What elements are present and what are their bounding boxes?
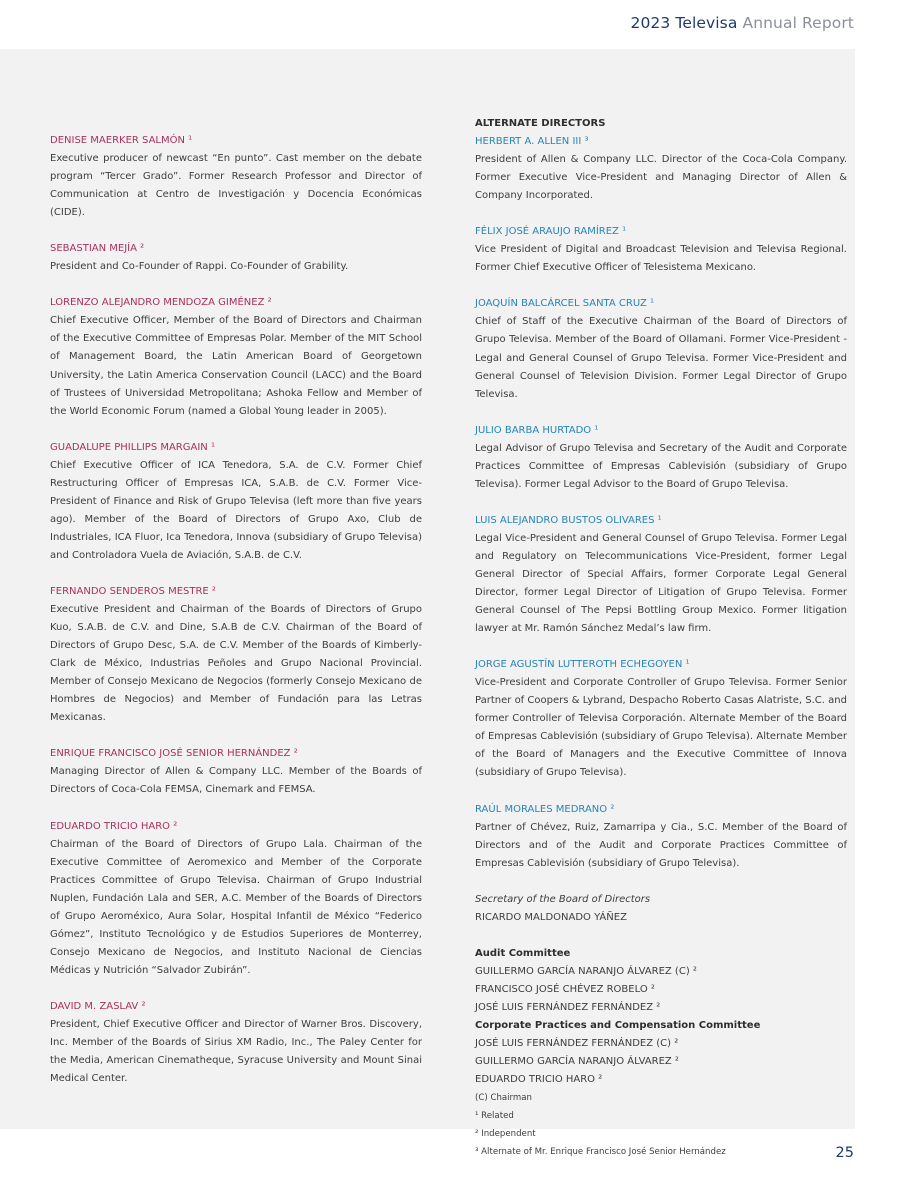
director-entry xyxy=(50,240,422,276)
director-name: FERNANDO SENDEROS MESTRE ² xyxy=(50,585,216,597)
alternate-name: JOAQUÍN BALCÁRCEL SANTA CRUZ ¹ xyxy=(475,298,655,310)
alternate-bio: Chief of Staff of the Executive Chairman of the Board of Directors of Grupo Televisa. Member of the Board of Ollamani. Former Vice-President - Legal and General Counsel of Grupo Televisa. Former Vice-President and General Counsel of Television Division. Former Legal Director of Grupo Televisa. xyxy=(475,316,847,400)
footnote: ² Independent xyxy=(475,1129,536,1140)
header-title: Annual Report xyxy=(742,14,854,32)
audit-committee-block xyxy=(475,945,847,1017)
alternate-entry xyxy=(475,656,847,782)
left-column xyxy=(50,132,422,1106)
secretary-name: RICARDO MALDONADO YÁÑEZ xyxy=(475,911,627,923)
header-year: 2023 xyxy=(630,14,671,32)
director-name: DAVID M. ZASLAV ² xyxy=(50,1000,146,1012)
footnote: ¹ Related xyxy=(475,1111,514,1122)
director-entry xyxy=(50,583,422,727)
director-entry xyxy=(50,745,422,799)
report-header xyxy=(631,14,855,32)
alternate-name: HERBERT A. ALLEN III ³ xyxy=(475,136,589,148)
director-name: LORENZO ALEJANDRO MENDOZA GIMÉNEZ ² xyxy=(50,297,272,309)
director-entry xyxy=(50,818,422,980)
alternate-bio: Legal Vice-President and General Counsel of Grupo Televisa. Former Legal and Regulatory on Telecommunications Vice-President, former Legal General Director of Special Affairs, former Corporate Legal General Director, former Legal Director of Litigation of Grupo Televisa. Former General Counsel of The Pepsi Bottling Group Mexico. Former litigation lawyer at Mr. Ramón Sánchez Medal’s law firm. xyxy=(475,532,847,635)
director-entry xyxy=(50,294,422,420)
page-number: 25 xyxy=(835,1145,854,1161)
director-bio: Chairman of the Board of Directors of Grupo Lala. Chairman of the Executive Committee of Aeromexico and Member of the Corporate Practices Committee of Grupo Televisa. Chairman of Grupo Industrial Nuplen, Fundación Lala and SER, A.C. Member of the Boards of Directors of Grupo Aeroméxico, Aura Solar, Hospital Infantil de México “Federico Gómez”, Instituto Tecnológico y de Estudios Superiores de Monterrey, Consejo Mexicano de Negocios, and Instituto Nacional de Ciencias Médicas y Nutrición “Salvador Zubirán”. xyxy=(50,838,422,976)
alternate-bio: Vice-President and Corporate Controller of Grupo Televisa. Former Senior Partner of Coopers & Lybrand, Despacho Roberto Casas Alatriste, S.C. and former Controller of Televisa Corporación. Alternate Member of the Board of Empresas Cablevisión (subsidiary of Grupo Televisa). Alternate Member of the Board of Managers and the Executive Committee of Innova (subsidiary of Grupo Televisa). xyxy=(475,677,847,779)
director-name: GUADALUPE PHILLIPS MARGAIN ¹ xyxy=(50,441,215,453)
director-bio: Executive President and Chairman of the Boards of Directors of Grupo Kuo, S.A.B. de C.V. and Dine, S.A.B de C.V. Chairman of the Board of Directors of Grupo Desc, S.A. de C.V. Member of the Boards of Kimberly-Clark de México, Industrias Peñoles and Grupo Nacional Provincial. Member of Consejo Mexicano de Negocios (formerly Consejo Mexicano de Hombres de Negocios) and Member of Fundación para las Letras Mexicanas. xyxy=(50,604,422,724)
alternate-bio: Legal Advisor of Grupo Televisa and Secretary of the Audit and Corporate Practices Committee of Empresas Cablevisión (subsidiary of Grupo Televisa). Former Legal Advisor to the Board of Grupo Televisa. xyxy=(475,442,847,490)
committee-member: JOSÉ LUIS FERNÁNDEZ FERNÁNDEZ ² xyxy=(475,1001,661,1013)
director-bio: Executive producer of newcast “En punto”. Cast member on the debate program “Tercer Grado”. Former Research Professor and Director of Communication at Centro de Investigación y Docencia Económicas (CIDE). xyxy=(50,153,422,219)
secretary-block xyxy=(475,891,847,927)
committee-member: FRANCISCO JOSÉ CHÉVEZ ROBELO ² xyxy=(475,983,655,995)
director-bio: President, Chief Executive Officer and Director of Warner Bros. Discovery, Inc. Member of the Boards of Sirius XM Radio, Inc., The Paley Center for the Media, American Cinematheque, Syracuse University and Mount Sinai Medical Center. xyxy=(50,1018,422,1085)
director-name: DENISE MAERKER SALMÓN ¹ xyxy=(50,135,193,146)
right-column xyxy=(475,115,847,1161)
audit-committee-heading: Audit Committee xyxy=(475,947,571,959)
alternate-name: JULIO BARBA HURTADO ¹ xyxy=(475,424,599,436)
footnotes xyxy=(475,1089,847,1161)
alternate-name: RAÚL MORALES MEDRANO ² xyxy=(475,803,615,815)
corporate-committee-heading: Corporate Practices and Compensation Committee xyxy=(475,1019,761,1031)
alternate-directors-heading: ALTERNATE DIRECTORS xyxy=(475,118,606,129)
alternate-bio: President of Allen & Company LLC. Director of the Coca-Cola Company. Former Executive Vice-President and Managing Director of Allen & Company Incorporated. xyxy=(475,154,847,202)
director-entry xyxy=(50,132,422,222)
director-name: SEBASTIAN MEJÍA ² xyxy=(50,243,145,255)
footnote: ³ Alternate of Mr. Enrique Francisco José Senior Hernández xyxy=(475,1147,726,1158)
alternate-bio: Partner of Chévez, Ruiz, Zamarripa y Cia., S.C. Member of the Board of Directors and of the Audit and Corporate Practices Committee of Empresas Cablevisión (subsidiary of Grupo Televisa). xyxy=(475,821,847,869)
committee-member: EDUARDO TRICIO HARO ² xyxy=(475,1074,603,1086)
director-bio: Chief Executive Officer, Member of the Board of Directors and Chairman of the Executive Committee of Empresas Polar. Member of the MIT School of Management Board, the Latin American Board of Georgetown University, the Latin America Conservation Council (LACC) and the Board of Trustees of Universidad Metropolitana; Ashoka Fellow and Member of the World Economic Forum (named a Global Young leader in 2005). xyxy=(50,315,422,417)
director-name: ENRIQUE FRANCISCO JOSÉ SENIOR HERNÁNDEZ ² xyxy=(50,748,298,760)
director-bio: Chief Executive Officer of ICA Tenedora, S.A. de C.V. Former Chief Restructuring Officer of Empresas ICA, S.A.B. de C.V. Former Vice-President of Finance and Risk of Grupo Televisa (left more than five years ago). Member of the Board of Directors of Grupo Axo, Club de Industriales, ICA Fluor, Ica Tenedora, Innova (subsidiary of Grupo Televisa) and Controladora Vuela de Aviación, S.A.B. de C.V. xyxy=(50,459,422,561)
director-bio: President and Co-Founder of Rappi. Co-Founder of Grability. xyxy=(50,261,349,273)
director-entry xyxy=(50,998,422,1088)
alternate-entry xyxy=(475,422,847,494)
director-entry xyxy=(50,439,422,565)
director-bio: Managing Director of Allen & Company LLC. Member of the Boards of Directors of Coca-Cola FEMSA, Cinemark and FEMSA. xyxy=(50,766,422,796)
committee-member: JOSÉ LUIS FERNÁNDEZ FERNÁNDEZ (C) ² xyxy=(475,1038,679,1050)
alternate-name: FÉLIX JOSÉ ARAUJO RAMÍREZ ¹ xyxy=(475,226,627,238)
secretary-title: Secretary of the Board of Directors xyxy=(475,893,651,905)
committee-member: GUILLERMO GARCÍA NARANJO ÁLVAREZ (C) ² xyxy=(475,965,697,977)
header-brand: Televisa xyxy=(675,14,738,32)
alternate-bio: Vice President of Digital and Broadcast Television and Televisa Regional. Former Chief Executive Officer of Telesistema Mexicano. xyxy=(475,244,847,274)
committee-member: GUILLERMO GARCÍA NARANJO ÁLVAREZ ² xyxy=(475,1056,679,1068)
alternate-name: LUIS ALEJANDRO BUSTOS OLIVARES ¹ xyxy=(475,514,662,526)
corporate-committee-block xyxy=(475,1017,847,1089)
alternate-entry xyxy=(475,512,847,638)
alternate-entry xyxy=(475,133,847,205)
director-name: EDUARDO TRICIO HARO ² xyxy=(50,820,178,832)
alternate-entry xyxy=(475,295,847,403)
alternate-entry xyxy=(475,223,847,277)
alternate-name: JORGE AGUSTÍN LUTTEROTH ECHEGOYEN ¹ xyxy=(475,659,690,671)
alternate-entry xyxy=(475,801,847,873)
footnote: (C) Chairman xyxy=(475,1093,533,1104)
